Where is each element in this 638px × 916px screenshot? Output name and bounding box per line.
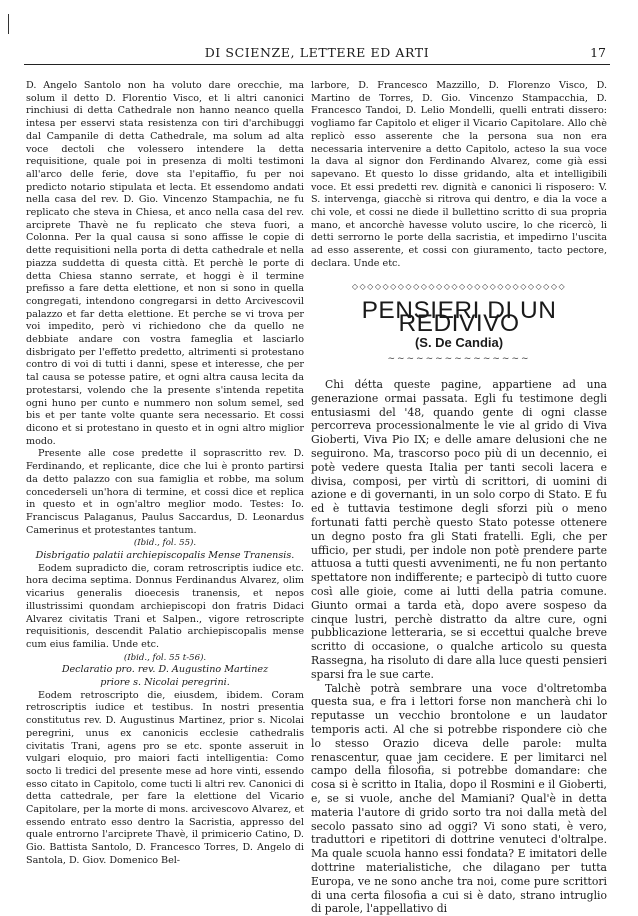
margin-mark <box>8 14 9 34</box>
paragraph: Eodem retroscripto die, eiusdem, ibidem. Coram retroscriptis iudice et testibus. In nostri presentia constitutus rev. D. Augustinus Martinez, prior s. Nicolai peregrini, unus ex canonicis ecclesie cathedralis civitatis Trani, agens pro se etc. sponte asseruit in vulgari eloquio, pro maiori facti intelligentia: Como socto li tredici del presente mese ad hore vinti, essendo esso citato in Capitolo, come tucti li altri rev. Canonici di detta cattedrale, per fare la elettione del Vicario Capitolare, per la morte di mons. arcivescovo Alvarez, et essendo entrato esso dentro la Sacristia, appresso del quale entrorno l'arciprete Thavè, il primicerio Catino, D. Gio. Battista Santolo, D. Francesco Torres, D. Angelo di Santola, D. Giov. Domenico Bel- <box>26 689 304 866</box>
ornament-divider: ◇◇◇◇◇◇◇◇◇◇◇◇◇◇◇◇◇◇◇◇◇◇◇◇◇◇◇◇ <box>351 281 567 291</box>
article-author: (S. De Candia) <box>414 334 504 350</box>
left-column <box>26 80 304 868</box>
rubric-heading: priore s. Nicolai peregrini. <box>100 677 230 689</box>
paragraph: Presente alle cose predette il soprascritto rev. D. Ferdinando, et replicante, dice che lui è pronto partirsi da detto palazzo con sua famiglia et robbe, ma solum concederseli un'hora di termine, et cossi dice et replica in questo et in ogn'altro meglior modo. Testes: Io. Franciscus Palaganus, Paulus Saccardus, D. Leonardus Camerinus et protestantes tantum. <box>26 448 304 536</box>
citation: (Ibid., fol. 55). <box>133 538 197 549</box>
paragraph: larbore, D. Francesco Mazzillo, D. Florenzo Visco, D. Martino de Torres, D. Gio. Vincenzo Stampacchia, D. Francesco Tandoi, D. Lelio Mondelli, quelli entrati dissero: vogliamo far Capitolo et eliger il Vicario Capitolare. Allo chè replicò esso asserente che la persona sua non era necessaria intervenire a detto Capitolo, acteso la sua voce la dava al signor don Ferdinando Alvarez, come già essi sapevano. Et questo lo disse gridando, alta et intelligibili voce. Et essi predetti rev. dignità e canonici li risposero: V. S. intervenga, giacchè si ritrova qui dentro, e dia la voce a chi vole, et cossi ne diede il bullettino scritto di sua propria mano, et ancorchè havesse voluto uscire, lo che ricercò, li detti serrorno le porte della sacristia, et impedirno l'uscita ad esso asserente, et cossi con giuramento, tacto pectore, declara. Unde etc. <box>311 80 607 269</box>
paragraph: Eodem supradicto die, coram retroscriptis iudice etc. hora decima septima. Donnus Ferdinandus Alvarez, olim vicarius generalis dioecesis tranensis, et nepos illustrissimi quondam archiepiscopi don fratris Didaci Alvarez civitatis Trani et Salpen., vigore retroscripte requisitionis, descendit Palatio archiepiscopalis mense cum eius familia. Unde etc. <box>26 562 304 650</box>
paragraph: Chi détta queste pagine, appartiene ad una generazione ormai passata. Egli fu testimone degli entusiasmi del '48, quando gente di ogni classe percorreva processionalmente le vie al grido di Viva Gioberti, Viva Pio IX; e delle amare delusioni che ne seguirono. Ma, trascorso poco più di un decennio, ei potè vedere questa Italia per tanti secoli lacera e divisa, composi, per virtù di scrittori, di uomini di azione e di governanti, in un solo corpo di Stato. E fu ed è tuttavia testimone degli sforzi più o meno fortunati fatti perchè questo Stato potesse ottenere un degno posto fra gli Stati fratelli. Egli, che per ufficio, per studi, per indole non potè prendere parte attuosa a tutti questi avvenimenti, ne fu non pertanto spettatore non indifferente; e partecipò di tutto cuore così alle gioie, come ai lutti della patria comune. Giunto ormai a tarda età, dopo avere sospeso da cinque lustri, perchè distratto da altre cure, ogni pubblicazione letteraria, se si eccettui qualche breve scritto di occasione, o qualche articolo su questa Rassegna, ha risoluto di dare alla luce questi pensieri sparsi fra le sue carte. <box>311 378 607 681</box>
page-header <box>24 42 610 65</box>
rubric-heading: Disbrigatio palatii archiepiscopalis Mense Tranensis. <box>35 550 295 562</box>
paragraph: D. Angelo Santolo non ha voluto dare orecchie, ma solum il detto D. Florentio Visco, et li altri canonici rinchiusi di detta Cathedrale non hanno neanco quella intesa per esservi stata resistenza con tiri d'archibuggi dal Campanile di detta Cathedrale, ma solum ad alta voce dectoli che volessero intendere la detta requisitione, quale poi in presenza di molti testimoni all'arco delle ferie, dove sta l'epitaffio, fu per noi predicto notario stipulata et lecta. Et essendomo andati nella casa del rev. D. Gio. Vincenzo Stampachia, ne fu replicato che steva in Chiesa, et anco nella casa del rev. arciprete Thavè ne fu replicato che steva fuori, a Colonna. Per la qual causa si sono affisse le copie di dette requisitioni nella porta di detta cathedrale et nella piazza suddetta di questa città. Et perchè le porte di detta Chiesa stanno serrate, et hoggi è il termine prefisso a fare detta elettione, et non si sono in quella congregati, intendono congregarsi in detto Arcivescovil palazzo et far detta elettione. Et perche se vi trova per voi impedito, però vi richiedono che da quello ne debbiate andare con vostra fameglia et lasciarlo disbrigato per l'effetto predetto, altrimenti si protestano contro di voi di tutti i danni, spese et interesse, che per tal causa se potesse patire, et ogni altra causa lecita da protestarsi, volendo che la presente s'intenda repetita ogni huno per cunto e nummero non solum semel, sed bis et per tante volte quante sera necessario. Et cossi dicono et si protestano in questo et in ogni altro miglior modo. <box>26 80 304 447</box>
page-number: 17 <box>590 45 606 60</box>
paragraph: Talchè potrà sembrare una voce d'oltretomba questa sua, e fra i lettori forse non mancherà chi lo reputasse un vecchio brontolone e un laudator temporis acti. Al che si potrebbe rispondere ciò che lo stesso Orazio diceva delle parole: multa renascentur, quae jam cecidere. E per limitarci nel campo della filosofia, si potrebbe domandare: che cosa si è scritto in Italia, dopo il Rosmini e il Gioberti, e, se si vuole, anche del Mamiani? Qual'è in detta materia l'autore di grido sorto tra noi dalla metà del secolo passato sino ad oggi? Vi sono stati, è vero, traduttori e ripetitori di dottrine venuteci d'oltralpe. Ma quale scuola hanno essi fondata? E imitatori delle dottrine materialistiche, che dilagano per tutta Europa, ve ne sono anche tra noi, come pure scrittori di una certa filosofia a cui si è dato, strano intruglio di parole, l'appellativo di <box>311 681 607 916</box>
title-flourish: ~~~~~~~~~~~~~~~ <box>387 354 531 365</box>
article-title: PENSIERI DI UN REDIVIVO <box>361 297 557 337</box>
rubric-heading: Declaratio pro. rev. D. Augustino Martinez <box>61 664 269 676</box>
running-title: DI SCIENZE, LETTERE ED ARTI <box>204 45 430 60</box>
citation: (Ibid., fol. 55 t-56). <box>123 652 207 663</box>
right-column <box>311 80 607 916</box>
